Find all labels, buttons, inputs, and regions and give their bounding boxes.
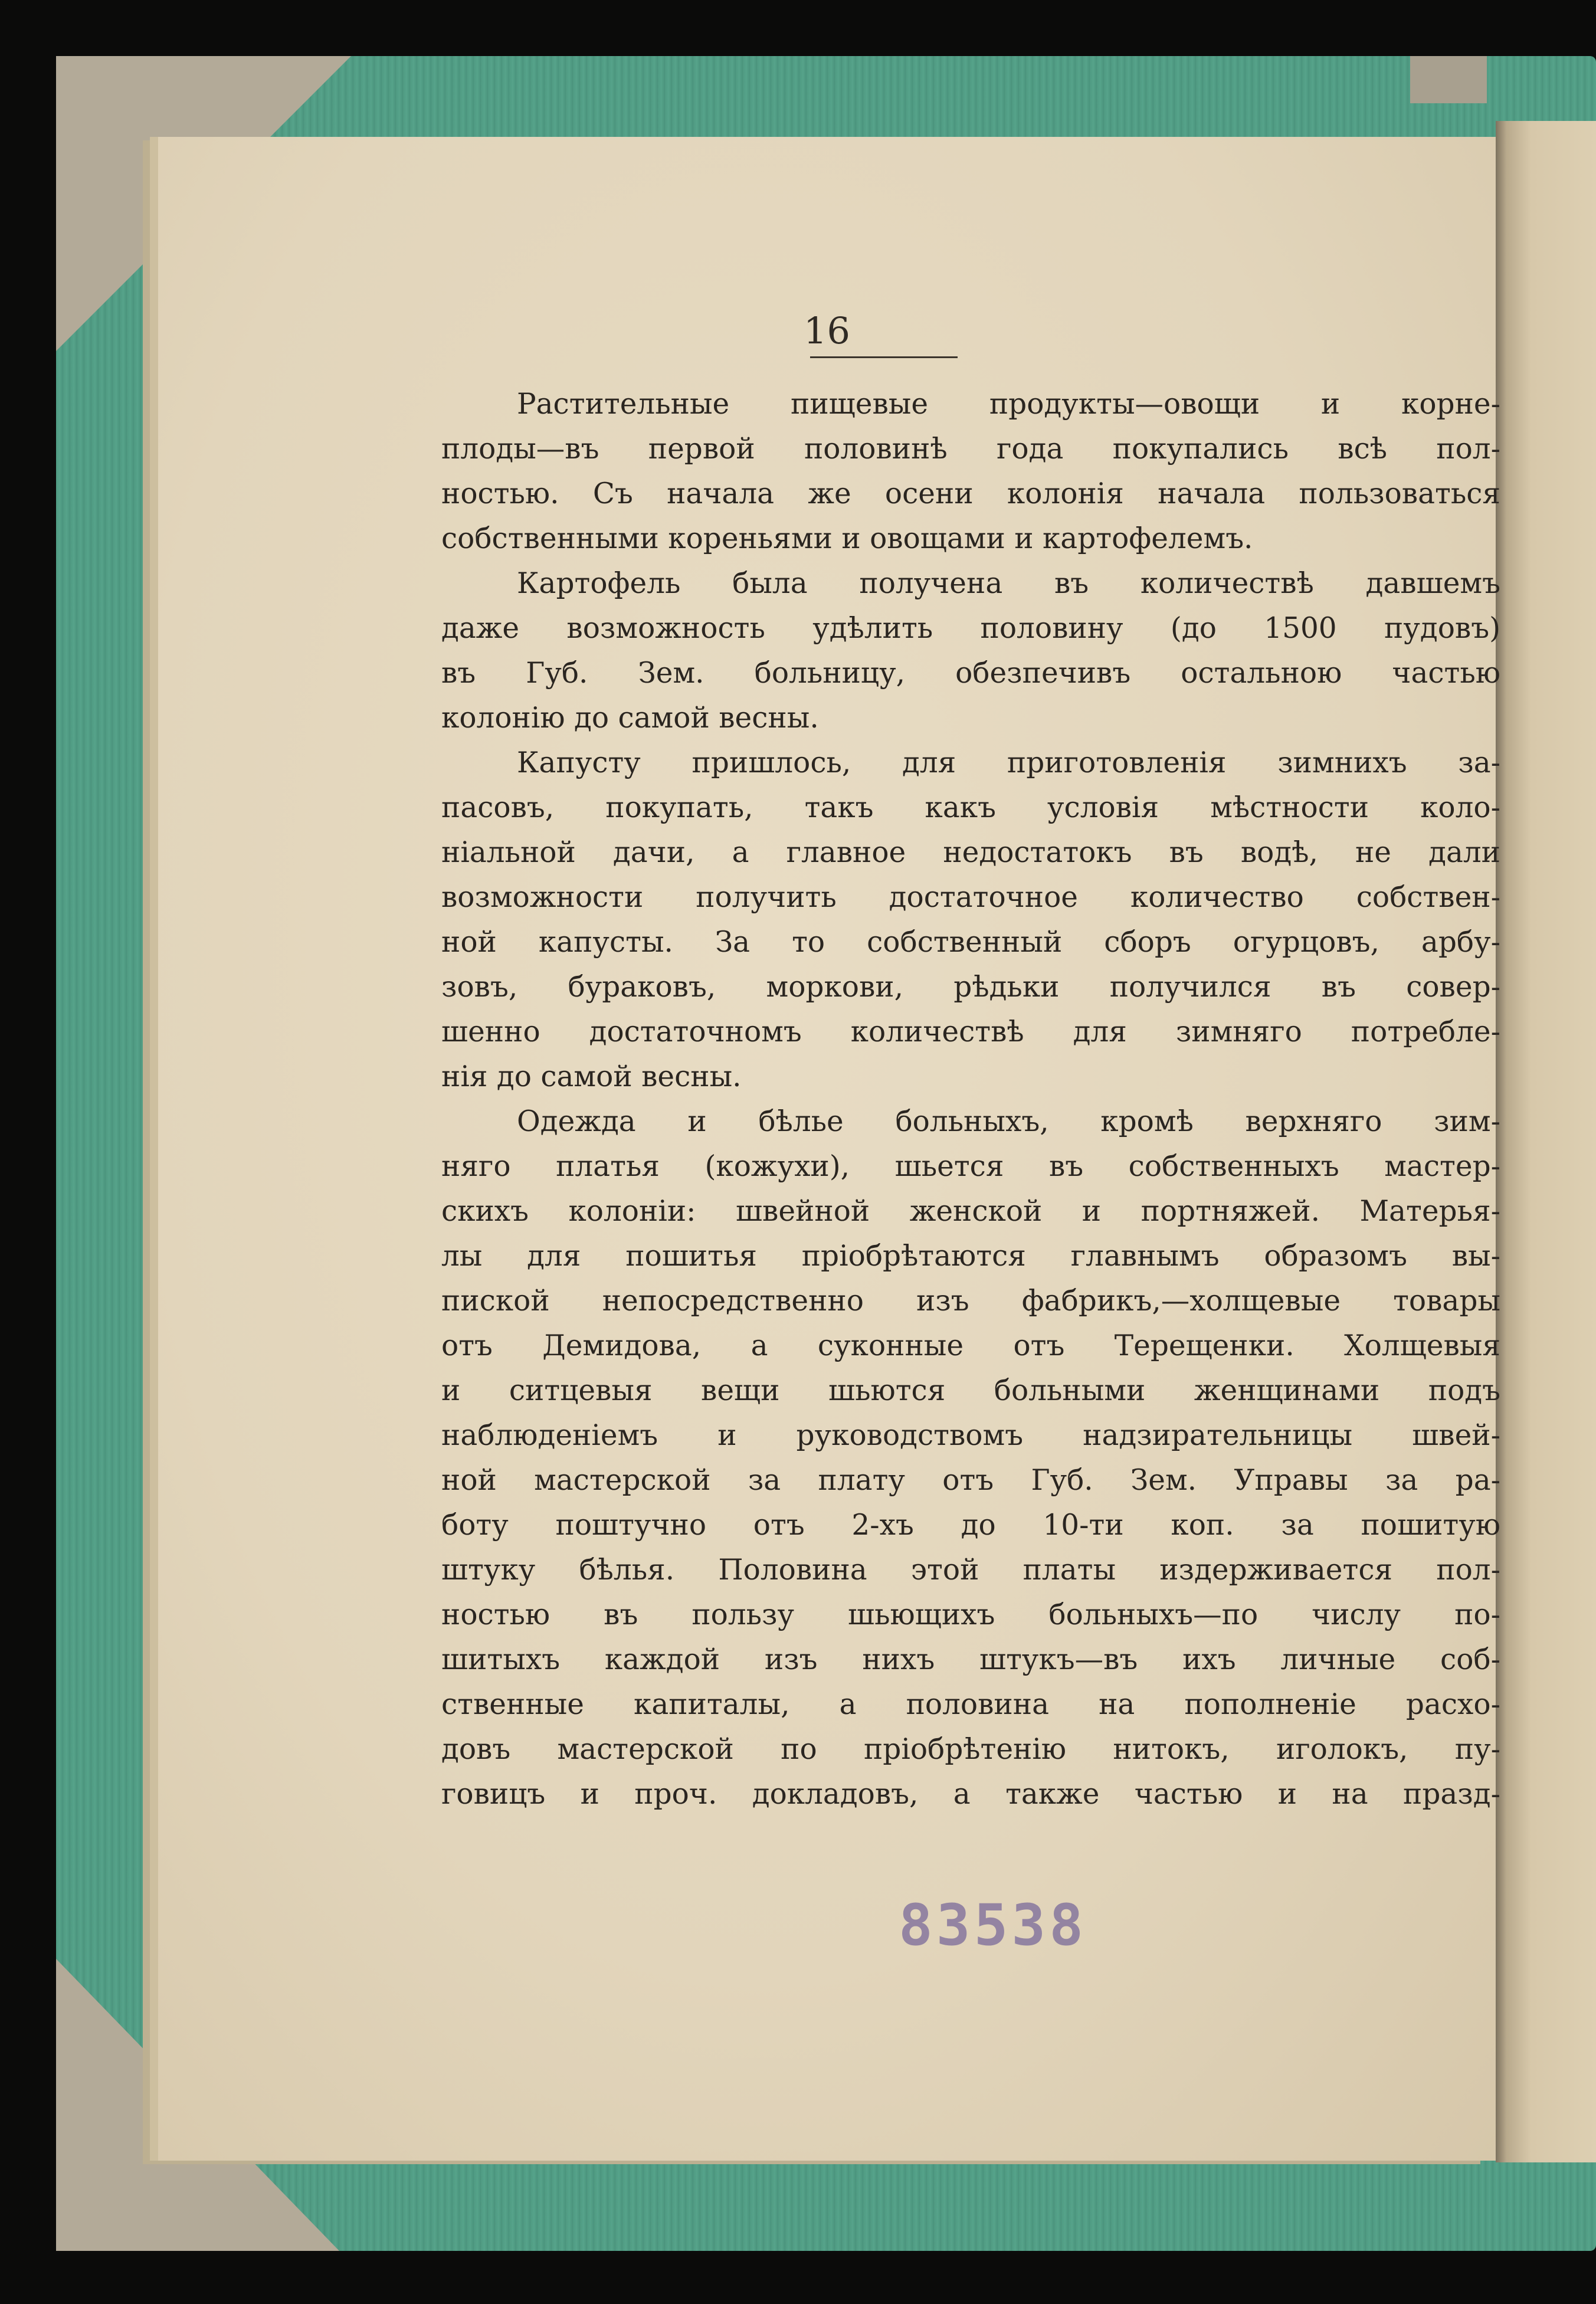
text-line: пасовъ, покупать, такъ какъ условія мѣстности коло- <box>441 791 1500 824</box>
text-line: пиской непосредственно изъ фабрикъ,—холщевые товары <box>441 1284 1500 1317</box>
text-line: довъ мастерской по пріобрѣтенію нитокъ, иголокъ, пу- <box>441 1733 1500 1766</box>
text-line: боту поштучно отъ 2-хъ до 10-ти коп. за пошитую <box>441 1509 1500 1542</box>
text-line: и ситцевыя вещи шьются больными женщинами подъ <box>441 1374 1500 1407</box>
text-line: въ Губ. Зем. больницу, обезпечивъ остальною частью <box>441 657 1500 690</box>
body-text <box>441 382 1500 1817</box>
text-line: Растительные пищевые продукты—овощи и корне- <box>517 388 1500 421</box>
text-line: возможности получить достаточное количество собствен- <box>441 881 1500 914</box>
text-line: шенно достаточномъ количествѣ для зимняго потребле- <box>441 1015 1500 1048</box>
text-line: нія до самой весны. <box>441 1060 742 1093</box>
text-line: наблюденіемъ и руководствомъ надзирательницы швей- <box>441 1419 1500 1452</box>
text-line: ностью въ пользу шьющихъ больныхъ—по числу по- <box>441 1598 1500 1631</box>
page-number-rule <box>810 356 958 358</box>
text-line: ностью. Съ начала же осени колонія начала пользоваться <box>441 477 1500 510</box>
library-stamp: 83538 <box>899 1892 1087 1958</box>
text-line: ственные капиталы, а половина на пополненіе расхо- <box>441 1688 1500 1721</box>
text-line: ніальной дачи, а главное недостатокъ въ водѣ, не дали <box>441 836 1500 869</box>
text-line: ной капусты. За то собственный сборъ огурцовъ, арбу- <box>441 926 1500 959</box>
text-line: Картофель была получена въ количествѣ давшемъ <box>517 567 1500 600</box>
page-number: 16 <box>804 309 850 352</box>
text-line: Одежда и бѣлье больныхъ, кромѣ верхняго зим- <box>517 1105 1500 1138</box>
text-line: шитыхъ каждой изъ нихъ штукъ—въ ихъ личные соб- <box>441 1643 1500 1676</box>
text-line: плоды—въ первой половинѣ года покупались всѣ пол- <box>441 432 1500 466</box>
text-line: няго платья (кожухи), шьется въ собственныхъ мастер- <box>441 1150 1500 1183</box>
book-page <box>158 137 1500 2161</box>
text-line: отъ Демидова, а суконные отъ Терещенки. Холщевыя <box>441 1329 1500 1362</box>
text-line: зовъ, бураковъ, моркови, рѣдьки получился въ совер- <box>441 971 1500 1004</box>
top-right-corner-reinforcement <box>1410 56 1487 103</box>
text-line: штуку бѣлья. Половина этой платы издерживается пол- <box>441 1554 1500 1587</box>
text-line: говицъ и проч. докладовъ, а также частью и на празд- <box>441 1778 1500 1811</box>
text-line: скихъ колоніи: швейной женской и портняжей. Матерья- <box>441 1195 1500 1228</box>
text-line: колонію до самой весны. <box>441 702 819 735</box>
text-line: лы для пошитья пріобрѣтаются главнымъ образомъ вы- <box>441 1240 1500 1273</box>
facing-page-edge <box>1496 121 1596 2162</box>
text-line: ной мастерской за плату отъ Губ. Зем. Управы за ра- <box>441 1464 1500 1497</box>
text-line: собственными кореньями и овощами и картофелемъ. <box>441 522 1253 555</box>
text-line: даже возможность удѣлить половину (до 1500 пудовъ) <box>441 612 1500 645</box>
text-line: Капусту пришлось, для приготовленія зимнихъ за- <box>517 746 1500 779</box>
